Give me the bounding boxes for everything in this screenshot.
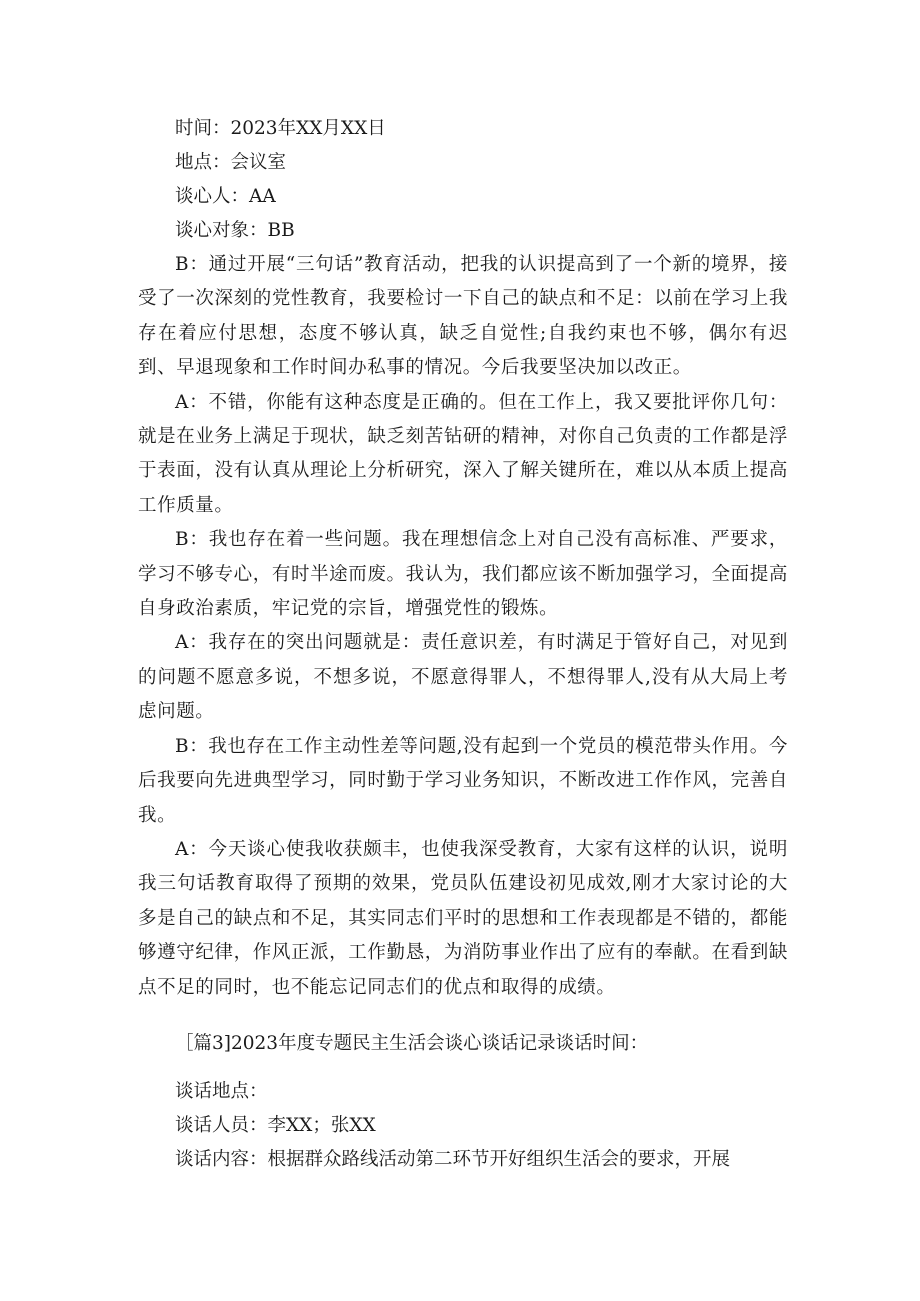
dialogue-paragraph-3: B：我也存在着一些问题。我在理想信念上对自己没有高标准、严要求，学习不够专心，有时半途而废。我认为，我们都应该不断加强学习，全面提高自身政治素质，牢记党的宗旨，增强党性的锻炼。 (138, 529, 788, 620)
dialogue-paragraph-1: B：通过开展“三句话”教育活动，把我的认识提高到了一个新的境界，接受了一次深刻的党性教育，我要检讨一下自己的缺点和不足：以前在学习上我存在着应付思想，态度不够认真，缺乏自觉性;自我约束也不够，偶尔有迟到、早退现象和工作时间办私事的情况。今后我要坚决加以改正。 (138, 254, 788, 379)
dialogue-paragraph-4: A：我存在的突出问题就是：责任意识差，有时满足于管好自己，对见到的问题不愿意多说，不想多说，不愿意得罪人，不想得罪人,没有从大局上考虑问题。 (138, 632, 788, 723)
section-spacer (138, 1005, 788, 1027)
document-page (138, 112, 788, 1177)
meeting-talker: 谈心人：AA (175, 186, 276, 207)
section3-place: 谈话地点： (175, 1080, 268, 1102)
dialogue-paragraph-2: A：不错，你能有这种态度是正确的。但在工作上，我又要批评你几句：就是在业务上满足于现状，缺乏刻苦钻研的精神，对你自己负责的工作都是浮于表面，没有认真从理论上分析研究，深入了解关键所在，难以从本质上提高工作质量。 (138, 391, 788, 516)
section3-content: 谈话内容：根据群众路线活动第二环节开好组织生活会的要求，开展 (175, 1148, 731, 1170)
dialogue-paragraph-5: B：我也存在工作主动性差等问题,没有起到一个党员的模范带头作用。今后我要向先进典型学习，同时勤于学习业务知识，不断改进工作作风，完善自我。 (138, 735, 788, 826)
meeting-target: 谈心对象：BB (175, 220, 295, 241)
section3-heading: ［篇3]2023年度专题民主生活会谈心谈话记录谈话时间： (175, 1032, 649, 1054)
heading-spacer (138, 1061, 788, 1075)
dialogue-paragraph-6: A：今天谈心使我收获颇丰，也使我深受教育，大家有这样的认识，说明我三句话教育取得了预期的效果，党员队伍建设初见成效,刚才大家讨论的大多是自己的缺点和不足，其实同志们平时的思想和工作表现都是不错的，都能够遵守纪律，作风正派，工作勤恳，为消防事业作出了应有的奉献。在看到缺点不足的同时，也不能忘记同志们的优点和取得的成绩。 (138, 838, 788, 998)
meeting-place: 地点：会议室 (175, 152, 287, 173)
section3-people: 谈话人员：李XX；张XX (175, 1114, 376, 1136)
meeting-time: 时间：2023年XX月XX日 (175, 118, 386, 139)
